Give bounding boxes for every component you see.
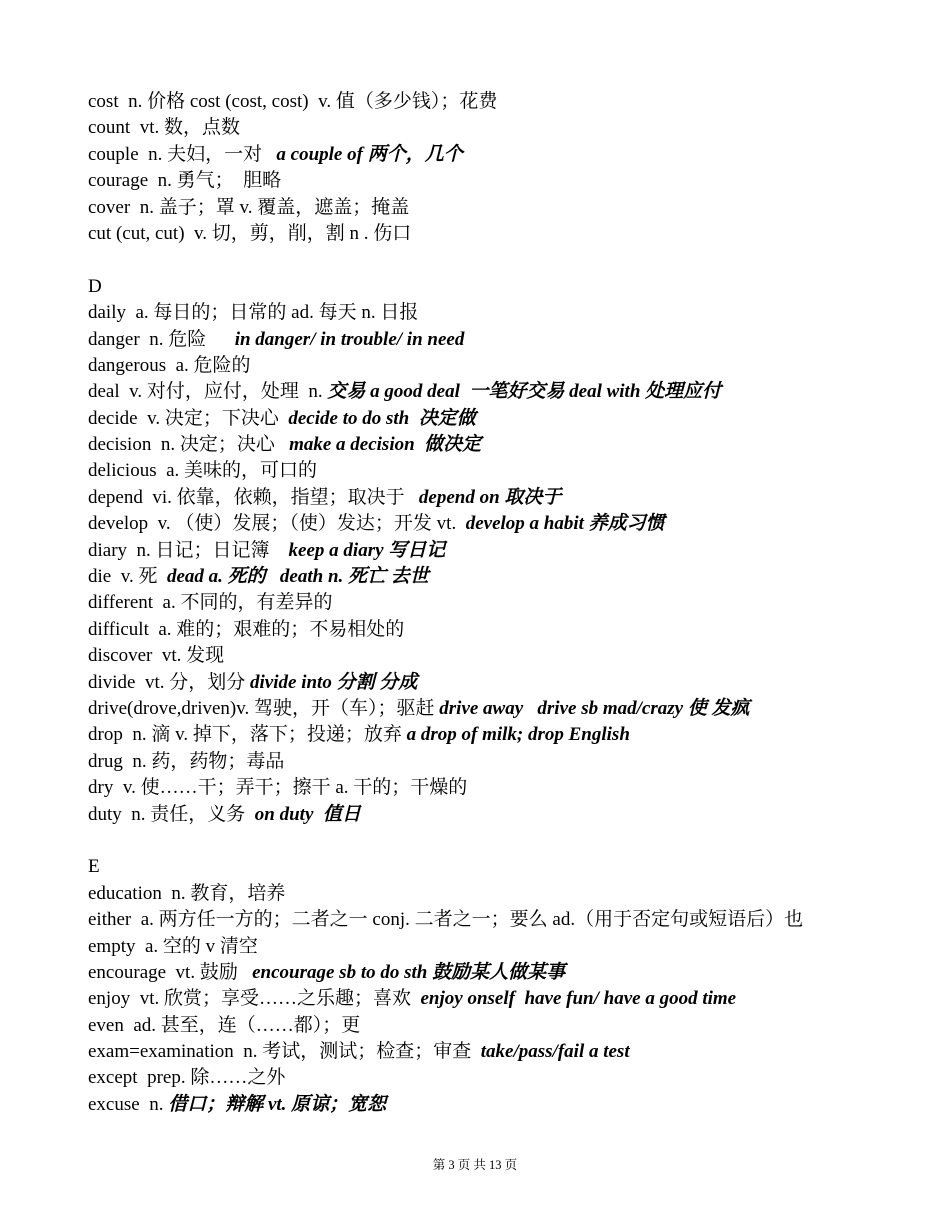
entry-definition: dry v. 使……干；弄干；擦干 a. 干的；干燥的 bbox=[88, 777, 468, 799]
entry-definition: even ad. 甚至，连（……都）；更 bbox=[88, 1014, 361, 1036]
vocab-entry bbox=[88, 89, 878, 115]
vocab-entry bbox=[88, 327, 878, 353]
section-letter: D bbox=[88, 275, 102, 297]
vocab-entry bbox=[88, 881, 878, 907]
entry-definition: develop v. （使）发展；（使）发达；开发 vt. bbox=[88, 513, 466, 535]
vocab-entry bbox=[88, 564, 878, 590]
entry-definition: daily a. 每日的；日常的 ad. 每天 n. 日报 bbox=[88, 302, 419, 324]
entry-phrase: 借口；辩解 vt. 原谅；宽恕 bbox=[168, 1093, 387, 1115]
vocab-entry bbox=[88, 749, 878, 775]
entry-definition: except prep. 除……之外 bbox=[88, 1067, 286, 1089]
entry-definition: cover n. 盖子；罩 v. 覆盖，遮盖；掩盖 bbox=[88, 196, 410, 218]
entry-definition: deal v. 对付，应付，处理 n. bbox=[88, 381, 328, 403]
vocab-entry bbox=[88, 802, 878, 828]
entry-definition: danger n. 危险 bbox=[88, 328, 235, 350]
page-footer: 第 3 页 共 13 页 bbox=[432, 1158, 518, 1172]
entry-definition: die v. 死 bbox=[88, 566, 167, 588]
entry-phrase: enjoy onself have fun/ have a good time bbox=[420, 988, 737, 1010]
entry-phrase: 交易 a good deal 一笔好交易 deal with 处理应付 bbox=[327, 381, 722, 403]
vocab-entry bbox=[88, 670, 878, 696]
entry-definition: discover vt. 发现 bbox=[88, 645, 225, 667]
entry-phrase: a drop of milk; drop English bbox=[406, 724, 630, 746]
vocab-entry bbox=[88, 1065, 878, 1091]
vocab-entry bbox=[88, 168, 878, 194]
entry-phrase: keep a diary 写日记 bbox=[288, 539, 446, 561]
vocab-entry bbox=[88, 142, 878, 168]
entry-definition: delicious a. 美味的，可口的 bbox=[88, 460, 318, 482]
vocab-entry bbox=[88, 432, 878, 458]
entry-definition: drug n. 药，药物；毒品 bbox=[88, 750, 285, 772]
vocab-entry bbox=[88, 115, 878, 141]
entry-definition: count vt. 数，点数 bbox=[88, 117, 240, 139]
vocab-entry bbox=[88, 406, 878, 432]
vocab-entry bbox=[88, 1013, 878, 1039]
vocab-entry bbox=[88, 195, 878, 221]
entry-phrase: drive away drive sb mad/crazy 使 发疯 bbox=[439, 697, 750, 719]
entry-definition: drive(drove,driven)v. 驾驶，开（车）；驱赶 bbox=[88, 697, 440, 719]
entry-phrase: encourage sb to do sth 鼓励某人做某事 bbox=[252, 961, 566, 983]
section-spacer bbox=[88, 247, 878, 273]
entry-definition: depend vi. 依靠，依赖，指望；取决于 bbox=[88, 486, 419, 508]
entry-phrase: decide to do sth 决定做 bbox=[288, 407, 476, 429]
entry-definition: diary n. 日记；日记簿 bbox=[88, 539, 289, 561]
vocab-entry bbox=[88, 934, 878, 960]
vocab-entry bbox=[88, 538, 878, 564]
entry-phrase: develop a habit 养成习惯 bbox=[465, 513, 665, 535]
entry-phrase: divide into 分割 分成 bbox=[250, 671, 418, 693]
entry-definition: difficult a. 难的；艰难的；不易相处的 bbox=[88, 618, 405, 640]
entry-definition: decide v. 决定；下决心 bbox=[88, 407, 289, 429]
vocab-entry bbox=[88, 907, 878, 933]
entry-definition: exam=examination n. 考试，测试；检查；审查 bbox=[88, 1041, 481, 1063]
section-letter: E bbox=[88, 856, 100, 878]
entry-definition: excuse n. bbox=[88, 1093, 169, 1115]
vocab-entry bbox=[88, 458, 878, 484]
section-spacer bbox=[88, 828, 878, 854]
vocab-entry bbox=[88, 379, 878, 405]
vocab-entry bbox=[88, 511, 878, 537]
vocab-entry bbox=[88, 643, 878, 669]
entry-phrase: in danger/ in trouble/ in need bbox=[234, 328, 465, 350]
entry-definition: dangerous a. 危险的 bbox=[88, 354, 251, 376]
entry-phrase: take/pass/fail a test bbox=[480, 1041, 630, 1063]
vocab-entry bbox=[88, 986, 878, 1012]
vocab-entry bbox=[88, 300, 878, 326]
entry-phrase: on duty 值日 bbox=[254, 803, 361, 825]
entry-definition: decision n. 决定；决心 bbox=[88, 434, 290, 456]
vocab-entry bbox=[88, 696, 878, 722]
entry-definition: either a. 两方任一方的；二者之一 conj. 二者之一；要么 ad.（用于否定句或短语后）也 bbox=[88, 909, 804, 931]
entry-phrase: dead a. 死的 death n. 死亡 去世 bbox=[166, 566, 429, 588]
vocab-entry bbox=[88, 960, 878, 986]
vocab-entry bbox=[88, 590, 878, 616]
vocab-entry bbox=[88, 775, 878, 801]
entry-definition: different a. 不同的，有差异的 bbox=[88, 592, 333, 614]
vocab-entry bbox=[88, 353, 878, 379]
vocab-entry bbox=[88, 1092, 878, 1118]
entry-definition: cost n. 价格 cost (cost, cost) v. 值（多少钱）；花费 bbox=[88, 91, 498, 112]
entry-definition: empty a. 空的 v 清空 bbox=[88, 935, 258, 957]
entry-definition: courage n. 勇气； 胆略 bbox=[88, 170, 282, 192]
vocab-entry bbox=[88, 221, 878, 247]
entry-phrase: a couple of 两个，几个 bbox=[276, 143, 463, 165]
entry-definition: education n. 教育，培养 bbox=[88, 882, 286, 904]
entry-phrase: depend on 取决于 bbox=[418, 486, 562, 508]
vocabulary-list bbox=[88, 89, 878, 1118]
vocab-entry bbox=[88, 1039, 878, 1065]
vocab-entry bbox=[88, 722, 878, 748]
entry-definition: drop n. 滴 v. 掉下，落下；投递；放弃 bbox=[88, 724, 407, 746]
entry-definition: enjoy vt. 欣赏；享受……之乐趣；喜欢 bbox=[88, 988, 421, 1010]
entry-phrase: make a decision 做决定 bbox=[289, 434, 482, 456]
entry-definition: cut (cut, cut) v. 切，剪，削，割 n . 伤口 bbox=[88, 222, 412, 244]
vocab-entry bbox=[88, 617, 878, 643]
entry-definition: divide vt. 分，划分 bbox=[88, 671, 251, 693]
vocab-entry bbox=[88, 485, 878, 511]
entry-definition: encourage vt. 鼓励 bbox=[88, 961, 253, 983]
entry-definition: couple n. 夫妇，一对 bbox=[88, 143, 277, 165]
entry-definition: duty n. 责任，义务 bbox=[88, 803, 255, 825]
